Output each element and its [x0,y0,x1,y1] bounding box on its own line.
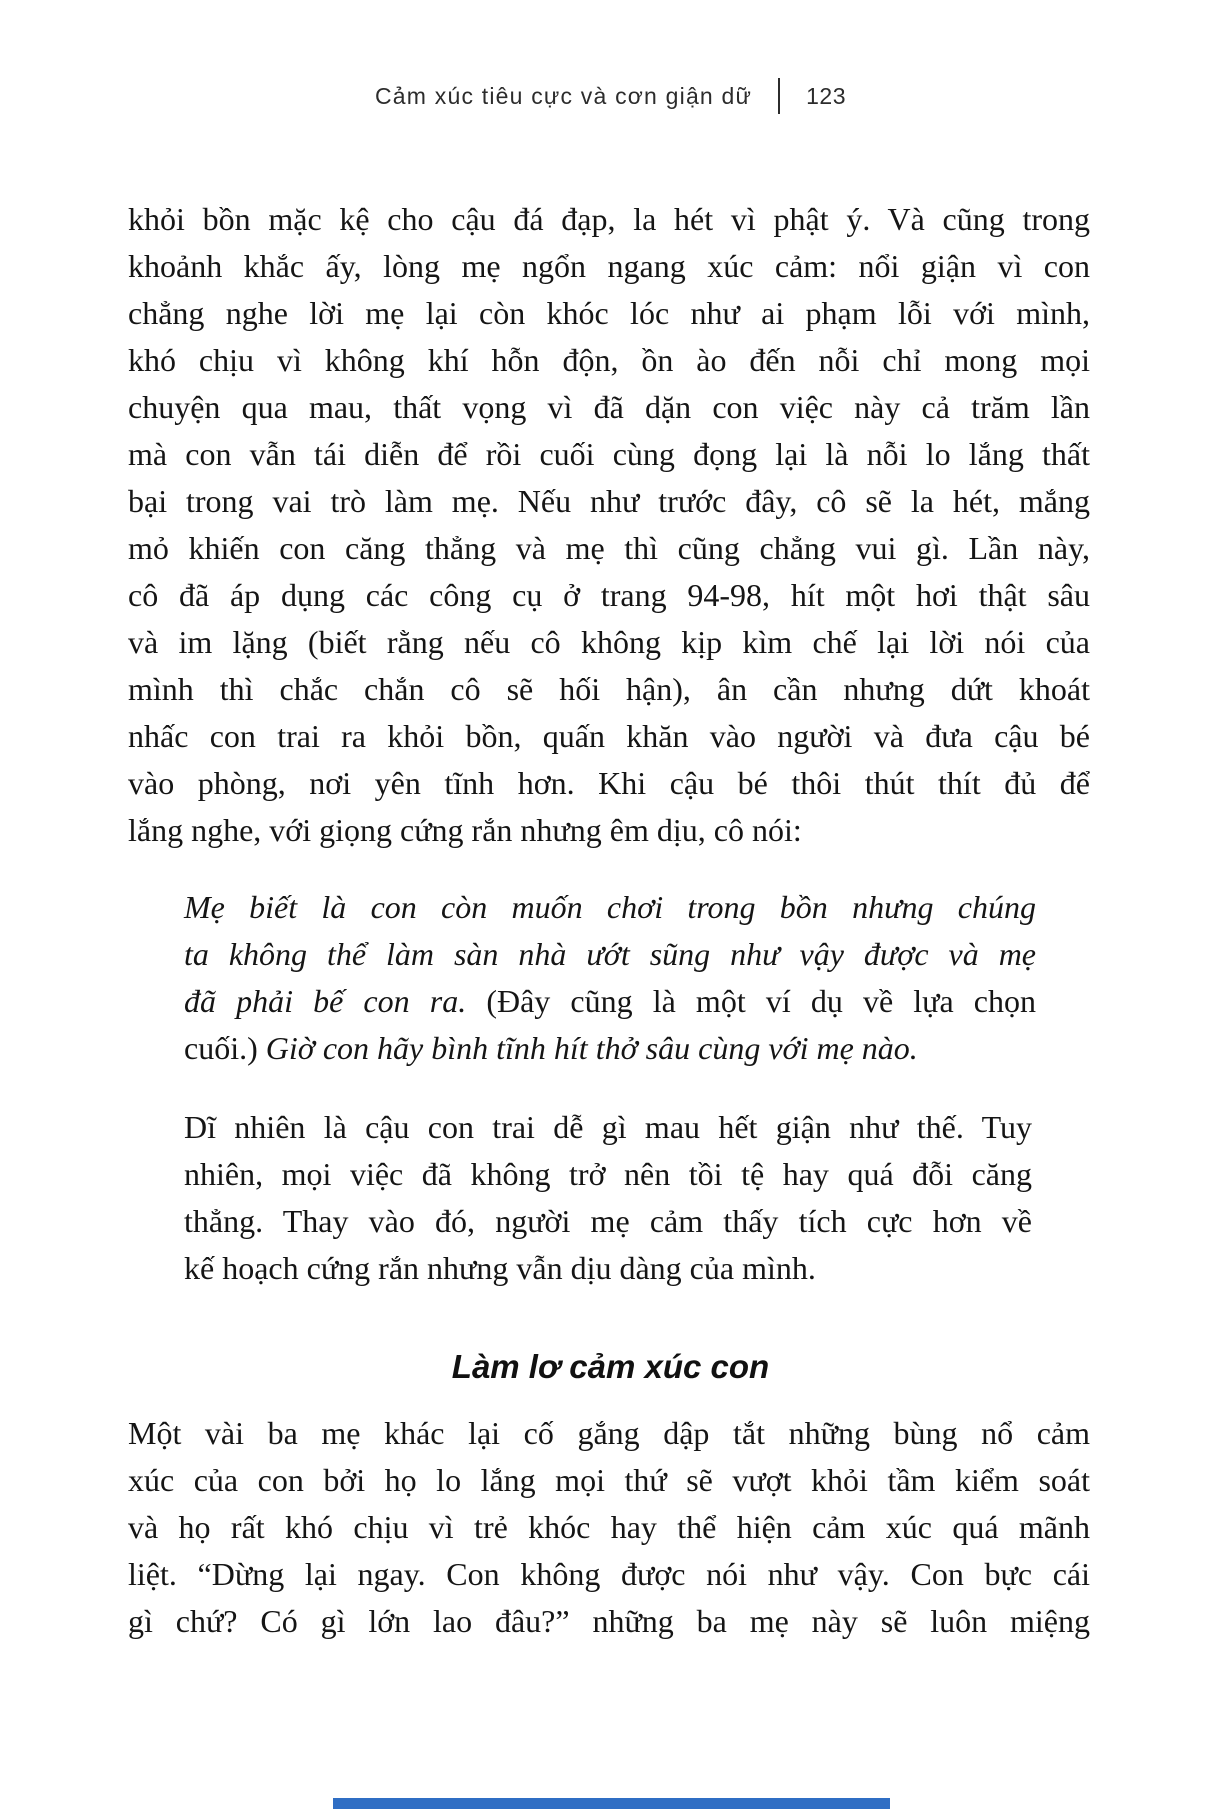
text-line: chẳng nghe lời mẹ lại còn khóc lóc như ai phạm lỗi với mình, [128,295,1090,331]
header-divider [778,78,780,114]
text-line [184,1025,1036,1072]
text-line: thẳng. Thay vào đó, người mẹ cảm thấy tích cực hơn về [184,1203,1032,1239]
paragraph-ignoring-emotions [128,1410,1090,1645]
page-number: 123 [806,82,846,109]
block-quote [184,884,1036,1072]
section-heading: Làm lơ cảm xúc con [451,1348,770,1385]
text-line: Dĩ nhiên là cậu con trai dễ gì mau hết giận như thế. Tuy [184,1109,1032,1145]
text-line: mà con vẫn tái diễn để rồi cuối cùng đọng lại là nỗi lo lắng thất [128,436,1090,472]
text-line: liệt. “Dừng lại ngay. Con không được nói như vậy. Con bực cái [128,1556,1090,1592]
text-line: Một vài ba mẹ khác lại cố gắng dập tắt những bùng nổ cảm [128,1415,1090,1451]
text-line: và họ rất khó chịu vì trẻ khóc hay thể hiện cảm xúc quá mãnh [128,1509,1090,1545]
text-line: nhấc con trai ra khỏi bồn, quấn khăn vào người và đưa cậu bé [128,718,1090,754]
quote-italic-segment: đã phải bế con ra. [184,983,487,1019]
paragraph-reflection [184,1104,1032,1292]
text-line [184,884,1036,931]
paragraph-opening [128,196,1090,854]
text-line: gì chứ? Có gì lớn lao đâu?” những ba mẹ này sẽ luôn miệng [128,1603,1090,1639]
quote-roman-segment: (Đây cũng là một ví dụ về lựa chọn [486,983,1037,1019]
text-line: mình thì chắc chắn cô sẽ hối hận), ân cần nhưng dứt khoát [128,671,1090,707]
text-line: chuyện qua mau, thất vọng vì đã dặn con việc này cả trăm lần [128,389,1090,425]
bottom-accent-bar [333,1798,890,1809]
text-line: bại trong vai trò làm mẹ. Nếu như trước đây, cô sẽ la hét, mắng [128,483,1090,519]
quote-italic-segment: Giờ con hãy bình tĩnh hít thở sâu cùng với mẹ nào. [265,1030,918,1066]
text-line: cô đã áp dụng các công cụ ở trang 94-98, hít một hơi thật sâu [128,577,1090,613]
text-line [184,931,1036,978]
page-header [0,78,1221,114]
text-line: vào phòng, nơi yên tĩnh hơn. Khi cậu bé thôi thút thít đủ để [128,765,1090,801]
quote-italic-segment: Mẹ biết là con còn muốn chơi trong bồn nhưng chúng [184,889,1036,925]
quote-roman-segment: cuối.) [184,1030,266,1066]
text-line: kế hoạch cứng rắn nhưng vẫn dịu dàng của mình. [184,1250,816,1286]
quote-italic-segment: ta không thể làm sàn nhà ướt sũng như vậy được và mẹ [184,936,1036,972]
text-line: khỏi bồn mặc kệ cho cậu đá đạp, la hét vì phật ý. Và cũng trong [128,201,1090,237]
running-title: Cảm xúc tiêu cực và cơn giận dữ [375,82,753,109]
text-line: xúc của con bởi họ lo lắng mọi thứ sẽ vượt khỏi tầm kiểm soát [128,1462,1090,1498]
text-line: mỏ khiến con căng thẳng và mẹ thì cũng chẳng vui gì. Lần này, [128,530,1090,566]
text-line: khó chịu vì không khí hỗn độn, ồn ào đến nỗi chỉ mong mọi [128,342,1090,378]
text-line: khoảnh khắc ấy, lòng mẹ ngổn ngang xúc cảm: nổi giận vì con [128,248,1090,284]
text-line: nhiên, mọi việc đã không trở nên tồi tệ hay quá đỗi căng [184,1156,1032,1192]
text-line: lắng nghe, với giọng cứng rắn nhưng êm dịu, cô nói: [128,812,802,848]
text-line [184,978,1036,1025]
text-line: và im lặng (biết rằng nếu cô không kịp kìm chế lại lời nói của [128,624,1090,660]
